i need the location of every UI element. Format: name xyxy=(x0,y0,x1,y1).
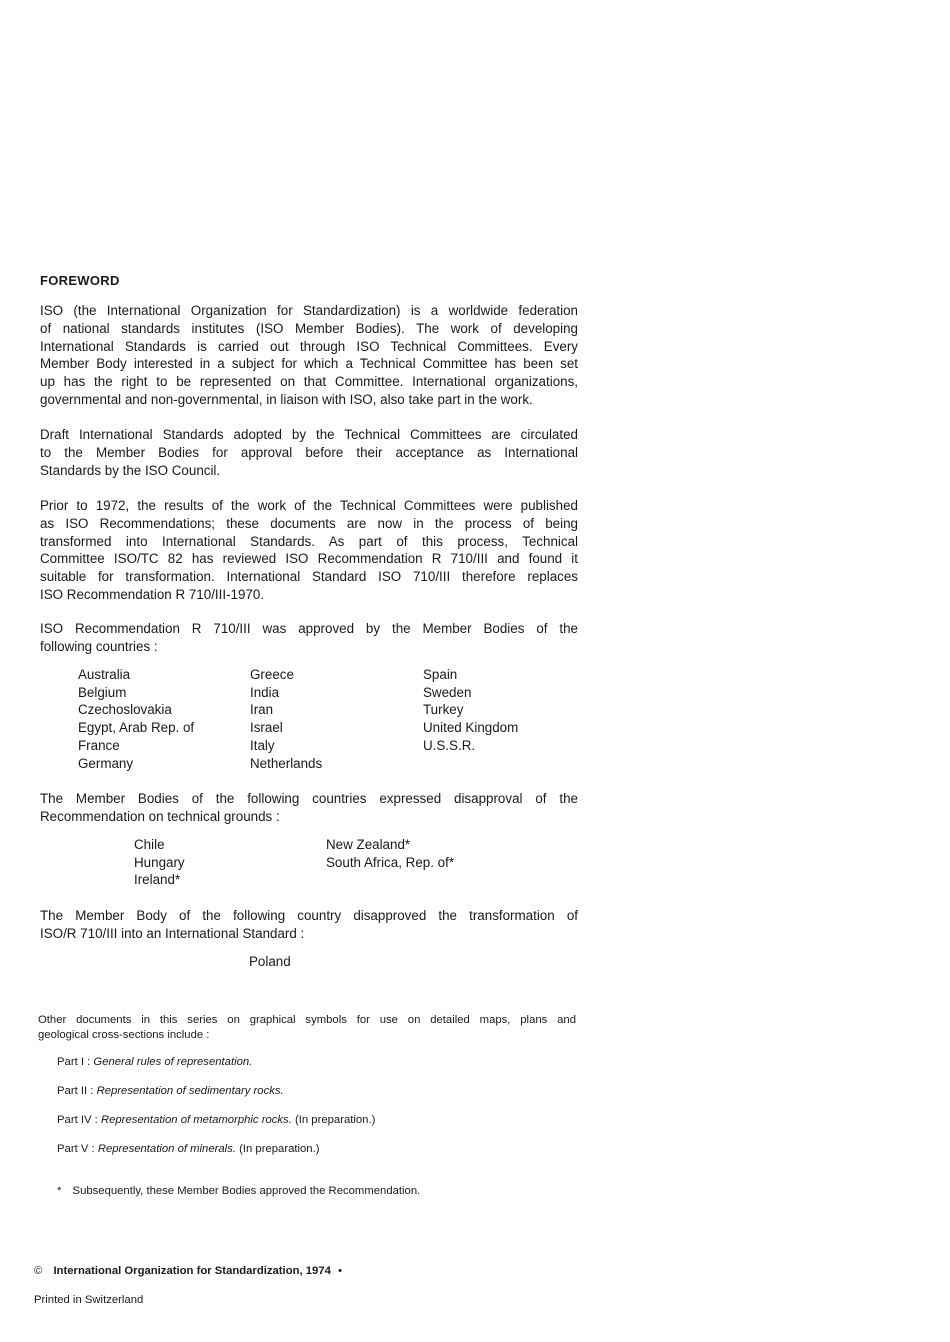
country-column xyxy=(423,666,518,755)
text-line: ISO (the International Organization for Standardization) is a worldwide federation xyxy=(40,303,578,318)
country-name: India xyxy=(250,684,280,700)
text-line: following countries : xyxy=(40,638,158,654)
country-name: Turkey xyxy=(423,702,464,718)
text-line: Draft International Standards adopted by the Technical Committees are circulated xyxy=(40,427,578,442)
country-name: U.S.S.R. xyxy=(423,737,476,753)
country-name: Iran xyxy=(250,702,274,718)
paragraph-approval xyxy=(40,620,578,656)
country-name: Israel xyxy=(250,720,283,736)
foreword-heading: FOREWORD xyxy=(40,273,120,288)
country-name: Greece xyxy=(250,667,294,682)
text-line: of national standards institutes (ISO Member Bodies). The work of developing xyxy=(40,320,578,336)
disapproving-countries-list xyxy=(0,836,950,896)
country-name: Chile xyxy=(134,837,165,852)
country-name: Italy xyxy=(250,737,275,753)
copyright-text: International Organization for Standardization, 1974 xyxy=(53,1265,331,1277)
text-line: governmental and non-governmental, in liaison with ISO, also take part in the work. xyxy=(40,391,533,407)
country-name: Spain xyxy=(423,667,458,682)
country-name: Belgium xyxy=(78,684,127,700)
country-name: Hungary xyxy=(134,854,185,870)
country-name: South Africa, Rep. of* xyxy=(326,854,455,870)
country-name: United Kingdom xyxy=(423,720,519,736)
text-line: ISO/R 710/III into an International Standard : xyxy=(40,925,305,941)
bullet-icon: • xyxy=(338,1265,343,1277)
part-title: Representation of sedimentary rocks. xyxy=(96,1085,284,1097)
text-line: as ISO Recommendations; these documents are now in the process of being xyxy=(40,515,578,531)
text-line: Standards by the ISO Council. xyxy=(40,462,221,478)
part-label: Part V : xyxy=(57,1143,98,1155)
part-label: Part II : xyxy=(57,1085,97,1097)
part-label: Part IV : xyxy=(57,1114,101,1126)
paragraph-prior-1972 xyxy=(40,497,578,604)
text-line: The Member Bodies of the following countries expressed disapproval of the xyxy=(40,791,578,806)
footnote-text: Subsequently, these Member Bodies approved the Recommendation. xyxy=(72,1185,421,1197)
text-line: The Member Body of the following country disapproved the transformation of xyxy=(40,908,578,923)
approving-countries-list xyxy=(0,666,950,776)
country-column xyxy=(326,836,454,871)
country-poland: Poland xyxy=(249,954,291,969)
text-line: Member Body interested in a subject for which a Technical Committee has been set xyxy=(40,356,578,372)
part-note: (In preparation.) xyxy=(291,1114,376,1126)
text-line: suitable for transformation. International Standard ISO 710/III therefore replaces xyxy=(40,569,578,584)
text-line: ISO Recommendation R 710/III was approved by the Member Bodies of the xyxy=(40,621,578,636)
series-part-item xyxy=(57,1114,375,1126)
footnote xyxy=(57,1185,420,1197)
text-line: up has the right to be represented on that Committee. International organizations, xyxy=(40,374,578,389)
part-title: General rules of representation. xyxy=(93,1056,253,1068)
text-line: geological cross-sections include : xyxy=(38,1029,210,1041)
paragraph-transformation-disapproval xyxy=(40,907,578,943)
country-name: France xyxy=(78,737,120,753)
paragraph-disapproval xyxy=(40,790,578,826)
footnote-asterisk: * xyxy=(57,1185,62,1197)
text-line: Prior to 1972, the results of the work of the Technical Committees were published xyxy=(40,498,578,513)
paragraph-iso-intro xyxy=(40,302,578,409)
text-line: transformed into International Standards. As part of this process, Technical xyxy=(40,533,578,549)
paragraph-draft-standards xyxy=(40,426,578,479)
series-part-item xyxy=(57,1056,252,1068)
country-column xyxy=(78,666,194,772)
paragraph-other-documents xyxy=(38,1013,576,1043)
country-name: Netherlands xyxy=(250,755,323,771)
country-name: Germany xyxy=(78,755,134,771)
text-line: Recommendation on technical grounds : xyxy=(40,808,280,824)
text-line: Other documents in this series on graphical symbols for use on detailed maps, plans and xyxy=(38,1014,576,1026)
country-name: Egypt, Arab Rep. of xyxy=(78,720,195,736)
series-part-item xyxy=(57,1085,284,1097)
text-line: ISO Recommendation R 710/III-1970. xyxy=(40,586,265,602)
country-name: Czechoslovakia xyxy=(78,702,172,718)
part-label: Part I : xyxy=(57,1056,94,1068)
part-title: Representation of minerals. xyxy=(97,1143,236,1155)
copyright-symbol: © xyxy=(34,1265,43,1277)
country-name: Ireland* xyxy=(134,872,181,888)
part-note: (In preparation.) xyxy=(235,1143,320,1155)
copyright-line xyxy=(34,1265,342,1277)
text-line: to the Member Bodies for approval before their acceptance as International xyxy=(40,444,578,460)
text-line: International Standards is carried out through ISO Technical Committees. Every xyxy=(40,338,578,354)
printed-in: Printed in Switzerland xyxy=(34,1294,144,1306)
country-name: New Zealand* xyxy=(326,837,411,852)
part-title: Representation of metamorphic rocks. xyxy=(100,1114,292,1126)
country-name: Australia xyxy=(78,667,131,682)
series-part-item xyxy=(57,1143,319,1155)
country-column xyxy=(250,666,322,772)
text-line: Committee ISO/TC 82 has reviewed ISO Recommendation R 710/III and found it xyxy=(40,551,578,567)
country-column xyxy=(134,836,185,889)
country-name: Sweden xyxy=(423,684,472,700)
